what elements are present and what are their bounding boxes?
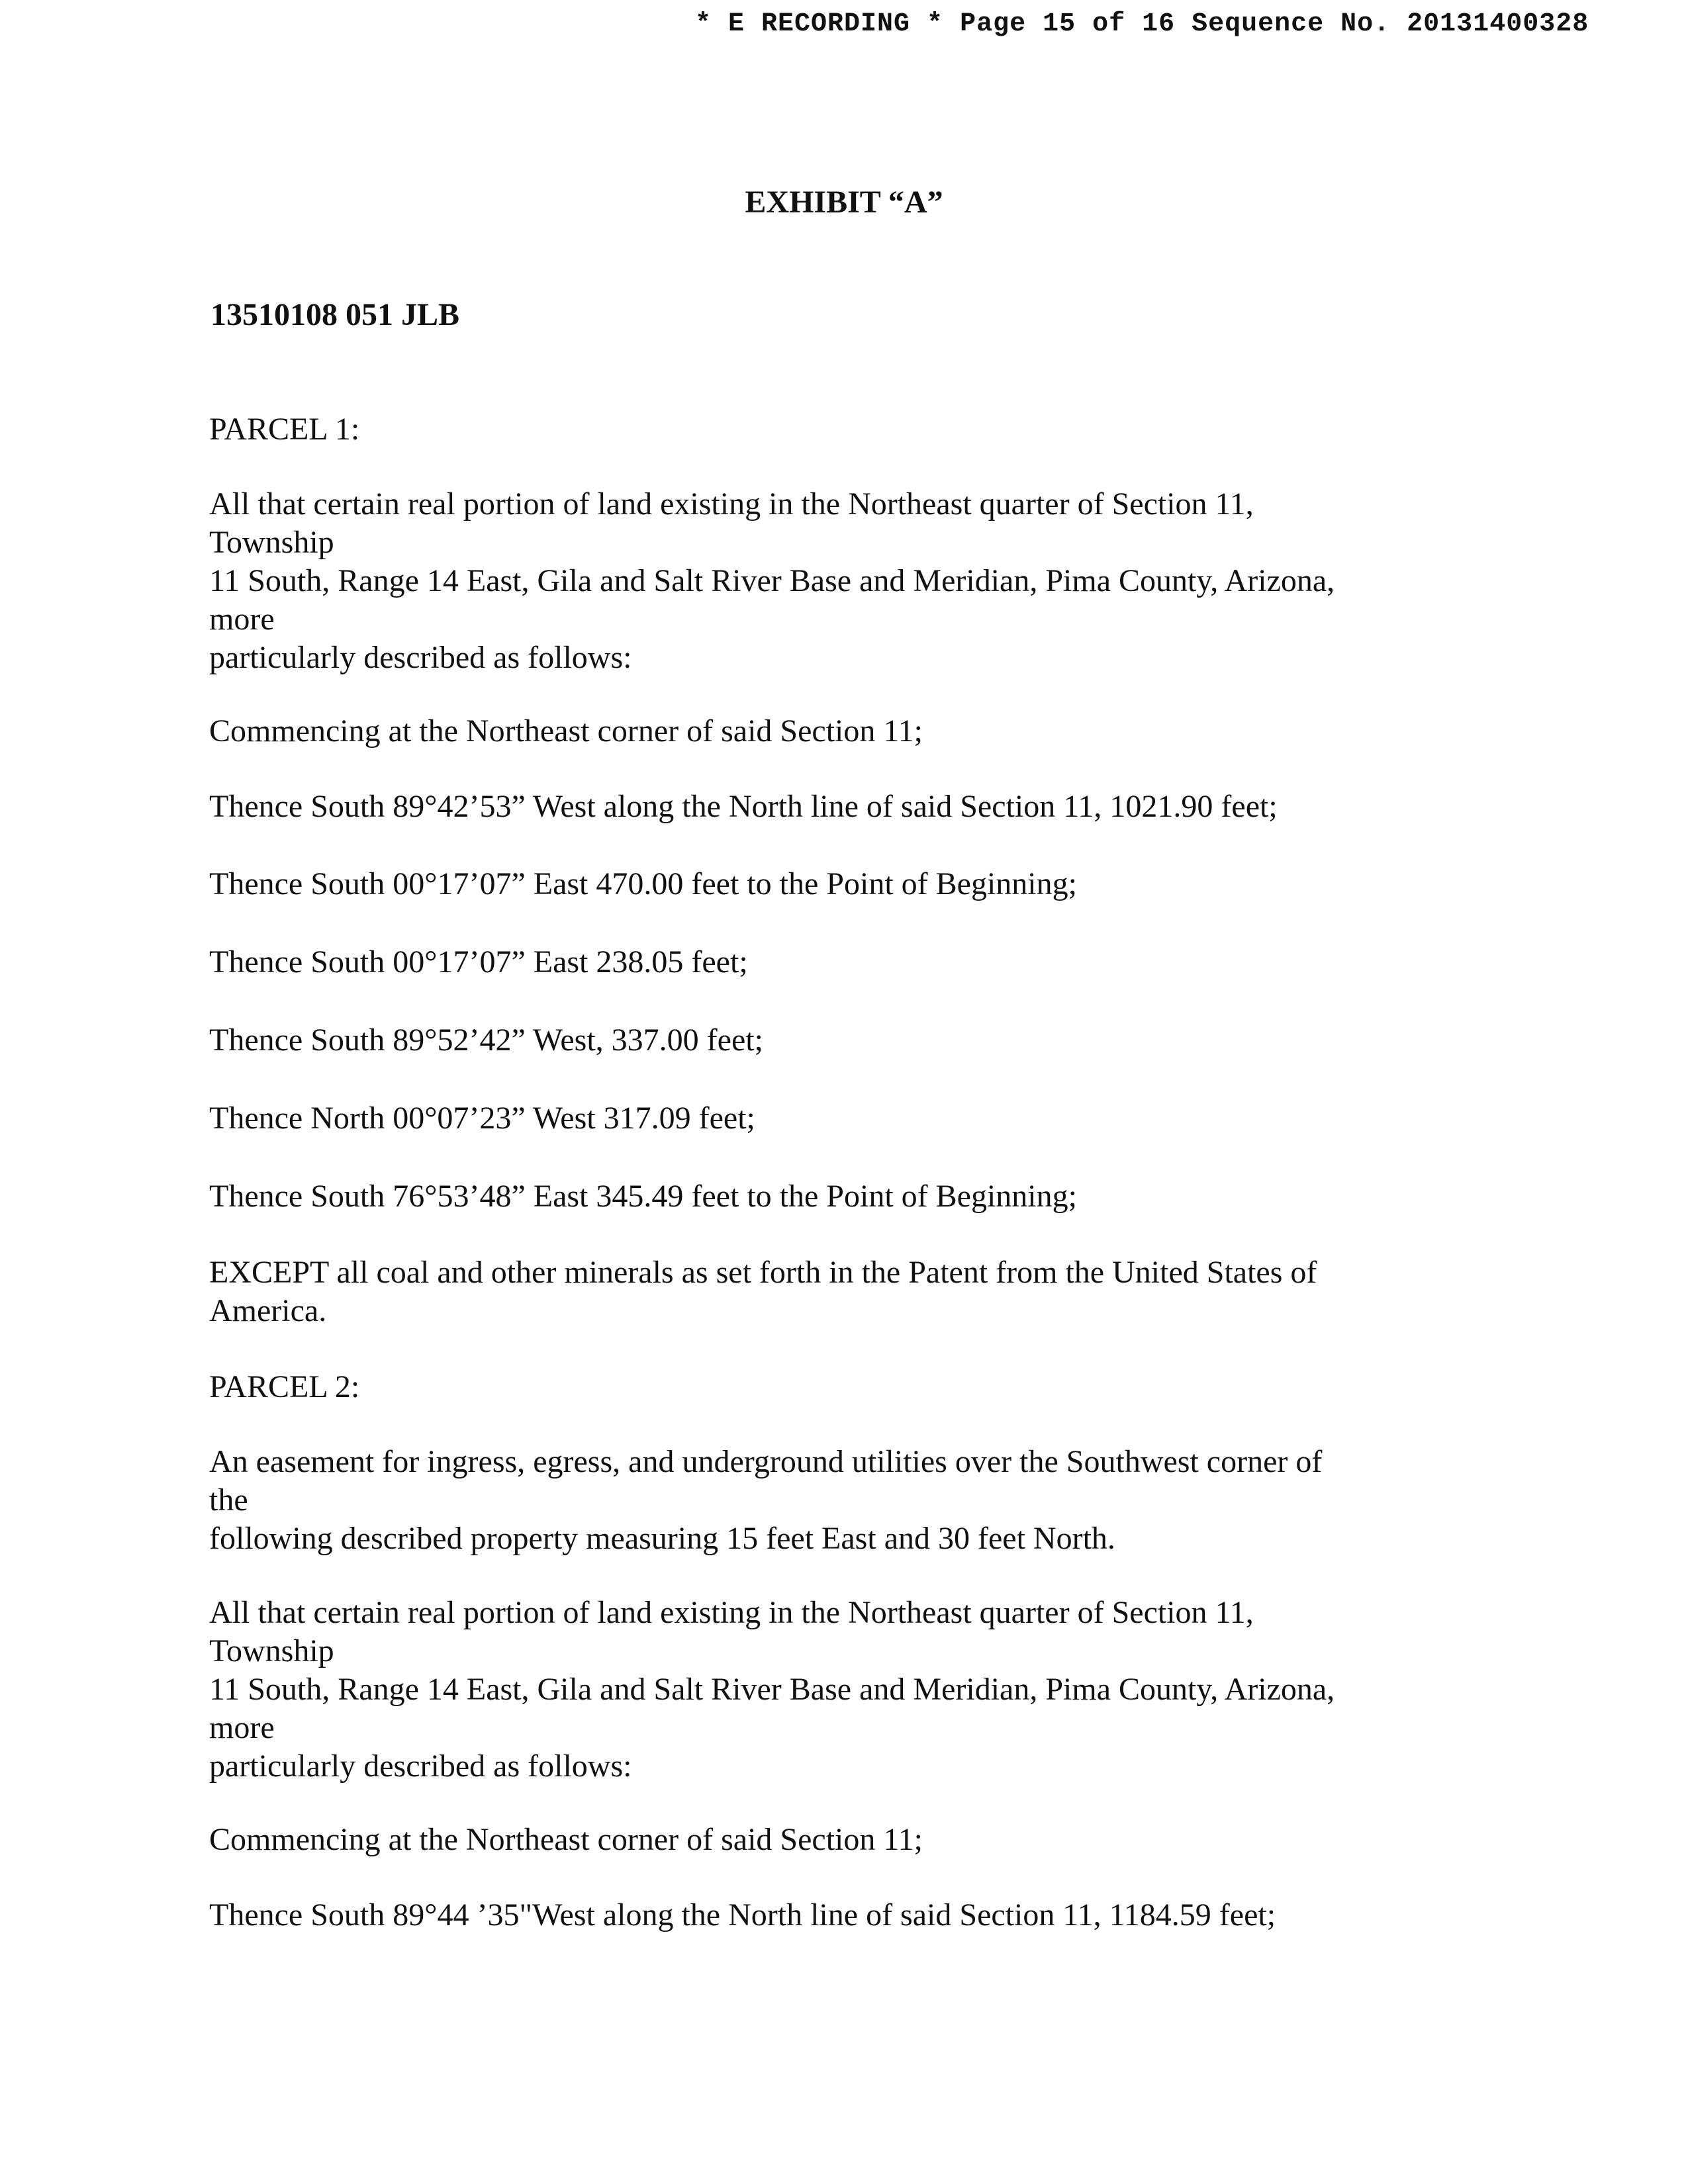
exhibit-title: EXHIBIT “A” <box>745 185 943 220</box>
parcel-1-description: All that certain real portion of land existing in the Northeast quarter of Section 11, Township 11 South, Range 14 East, Gila and Salt River Base and Meridian, Pima County, Arizona, more particularly described as follows: <box>209 486 1335 675</box>
document-reference: 13510108 051 JLB <box>211 297 460 332</box>
parcel-1-heading: PARCEL 1: <box>209 412 360 447</box>
recording-stamp: * E RECORDING * Page 15 of 16 Sequence No. 20131400328 <box>695 9 1589 39</box>
parcel-1-course-2: Thence South 00°17’07” East 470.00 feet to the Point of Beginning; <box>209 866 1077 901</box>
parcel-2-course-1: Thence South 89°44 ’35"West along the North line of said Section 11, 1184.59 feet; <box>209 1897 1276 1933</box>
parcel-2-heading: PARCEL 2: <box>209 1369 360 1404</box>
parcel-2-commencing: Commencing at the Northeast corner of said Section 11; <box>209 1822 923 1857</box>
parcel-2-easement: An easement for ingress, egress, and underground utilities over the Southwest corner of the following described property measuring 15 feet East and 30 feet North. <box>209 1444 1323 1556</box>
parcel-1-exception: EXCEPT all coal and other minerals as set forth in the Patent from the United States of America. <box>209 1255 1317 1328</box>
parcel-1-course-3: Thence South 00°17’07” East 238.05 feet; <box>209 944 748 979</box>
parcel-1-commencing: Commencing at the Northeast corner of said Section 11; <box>209 713 923 749</box>
parcel-1-course-1: Thence South 89°42’53” West along the North line of said Section 11, 1021.90 feet; <box>209 789 1278 824</box>
parcel-1-course-4: Thence South 89°52’42” West, 337.00 feet; <box>209 1023 763 1058</box>
parcel-2-description: All that certain real portion of land existing in the Northeast quarter of Section 11, Township 11 South, Range 14 East, Gila and Salt River Base and Meridian, Pima County, Arizona, more particularly described as follows: <box>209 1595 1335 1784</box>
parcel-1-course-6: Thence South 76°53’48” East 345.49 feet to the Point of Beginning; <box>209 1179 1077 1214</box>
parcel-1-course-5: Thence North 00°07’23” West 317.09 feet; <box>209 1101 755 1136</box>
